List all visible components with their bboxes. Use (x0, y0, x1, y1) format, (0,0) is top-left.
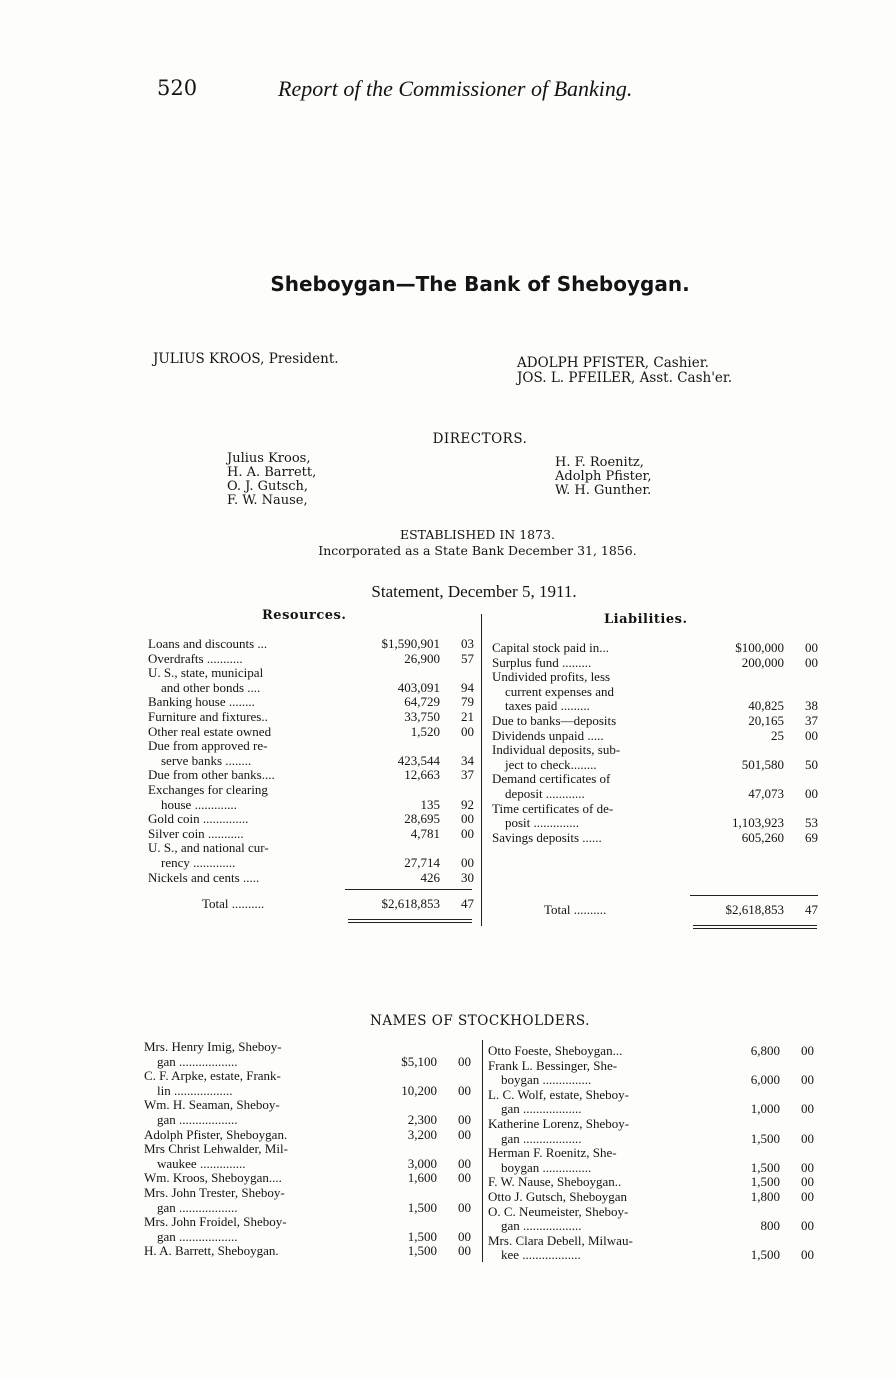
stockholders-right (488, 1044, 814, 1263)
table-row (148, 652, 474, 667)
row-cents: 38 (805, 698, 818, 714)
row-label: Demand certificates of (492, 771, 611, 787)
table-row (144, 1055, 471, 1070)
row-cents: 00 (458, 1155, 471, 1171)
row-amount: 605,260 (741, 829, 784, 845)
table-row (148, 783, 474, 798)
director-name: F. W. Nause, (227, 493, 308, 508)
row-amount: 1,800 (750, 1188, 780, 1204)
row-cents: 00 (801, 1159, 814, 1175)
row-amount: 12,663 (404, 767, 440, 783)
row-label: Wm. H. Seaman, Sheboy- (144, 1097, 280, 1113)
row-amount: 6,000 (750, 1072, 780, 1088)
row-cents: 92 (461, 796, 474, 812)
table-row (144, 1244, 471, 1259)
row-cents: 00 (458, 1082, 471, 1098)
row-amount: 1,600 (407, 1170, 437, 1186)
row-label: Frank L. Bessinger, She- (488, 1057, 618, 1073)
table-row (492, 670, 818, 685)
table-row (488, 1102, 814, 1117)
table-row (148, 725, 474, 740)
row-amount: 64,729 (404, 694, 440, 710)
row-label: Nickels and cents ..... (148, 869, 260, 885)
row-cents: 00 (801, 1101, 814, 1117)
total-label: Total .......... (544, 902, 607, 917)
table-row (492, 787, 818, 802)
row-amount: 4,781 (410, 825, 440, 841)
resources-double-rule (348, 919, 472, 920)
table-row (144, 1201, 471, 1216)
row-cents: 00 (458, 1243, 471, 1259)
row-label: Mrs. John Trester, Sheboy- (144, 1184, 285, 1200)
row-cents: 50 (805, 756, 818, 772)
table-row (492, 699, 818, 714)
assistant-cashier: JOS. L. PFEILER, Asst. Cash'er. (517, 370, 733, 386)
table-row (488, 1161, 814, 1176)
row-label: Gold coin .............. (148, 811, 249, 827)
row-label: U. S., and national cur- (148, 840, 269, 856)
row-amount: 6,800 (750, 1043, 780, 1058)
row-label: ject to check........ (492, 756, 597, 772)
row-label: Otto J. Gutsch, Sheboygan (488, 1188, 628, 1204)
row-label: U. S., state, municipal (148, 665, 264, 681)
row-cents: 00 (805, 654, 818, 670)
table-row (144, 1040, 471, 1055)
table-row (144, 1084, 471, 1099)
table-row (148, 827, 474, 842)
table-row (488, 1088, 814, 1103)
row-cents: 79 (461, 694, 474, 710)
row-cents: 00 (801, 1247, 814, 1263)
row-amount: 135 (420, 796, 440, 812)
liabilities-double-rule (693, 928, 817, 929)
row-label: house ............. (148, 796, 237, 812)
row-label: Surplus fund ......... (492, 654, 592, 670)
row-amount: 47,073 (748, 785, 784, 801)
row-cents: 57 (461, 650, 474, 666)
table-row (488, 1234, 814, 1249)
row-label: Silver coin ........... (148, 825, 244, 841)
row-label: Undivided profits, less (492, 669, 611, 685)
row-label: H. A. Barrett, Sheboygan. (144, 1243, 279, 1259)
row-amount: 3,000 (407, 1155, 437, 1171)
row-label: Furniture and fixtures.. (148, 708, 268, 724)
row-amount: 26,900 (404, 650, 440, 666)
directors-left (227, 452, 316, 508)
row-amount: 33,750 (404, 708, 440, 724)
row-label: Loans and discounts ... (148, 636, 268, 651)
table-row (488, 1219, 814, 1234)
row-label: Other real estate owned (148, 723, 272, 739)
table-row (148, 768, 474, 783)
row-amount: 1,500 (407, 1199, 437, 1215)
table-row (148, 871, 474, 886)
resources-heading: Resources. (262, 608, 347, 623)
table-row (148, 856, 474, 871)
table-row (488, 1248, 814, 1263)
row-cents: 53 (805, 815, 818, 831)
row-label: serve banks ........ (148, 752, 252, 768)
row-amount: 27,714 (404, 854, 440, 870)
row-cents: 30 (461, 869, 474, 885)
row-label: Adolph Pfister, Sheboygan. (144, 1126, 288, 1142)
liabilities-double-rule (693, 925, 817, 926)
table-row (144, 1113, 471, 1128)
page-number: 520 (157, 76, 198, 100)
row-amount: $5,100 (401, 1053, 437, 1069)
row-cents: 21 (461, 708, 474, 724)
row-label: Wm. Kroos, Sheboygan.... (144, 1170, 282, 1186)
liabilities-table (492, 641, 818, 845)
row-label: Savings deposits ...... (492, 829, 602, 845)
stockholders-heading: NAMES OF STOCKHOLDERS. (370, 1013, 590, 1029)
row-label: gan .................. (144, 1199, 238, 1215)
table-row (492, 831, 818, 846)
table-row (488, 1175, 814, 1190)
total-amount: $2,618,853 (381, 896, 440, 911)
statement-divider (481, 614, 482, 926)
row-label: Herman F. Roenitz, She- (488, 1145, 617, 1161)
table-row (148, 666, 474, 681)
row-label: Time certificates of de- (492, 800, 614, 816)
row-cents: 00 (805, 785, 818, 801)
row-label: deposit ............ (492, 785, 585, 801)
row-cents: 00 (458, 1199, 471, 1215)
table-row (144, 1098, 471, 1113)
table-row (148, 754, 474, 769)
table-row (148, 637, 474, 652)
table-row (488, 1117, 814, 1132)
row-cents: 00 (458, 1111, 471, 1127)
row-label: Overdrafts ........... (148, 650, 243, 666)
row-label: Mrs. Henry Imig, Sheboy- (144, 1039, 282, 1054)
row-amount: 423,544 (397, 752, 440, 768)
table-row (148, 739, 474, 754)
row-amount: 1,500 (407, 1228, 437, 1244)
row-amount: 1,500 (750, 1174, 780, 1190)
row-label: waukee .............. (144, 1155, 246, 1171)
president: JULIUS KROOS, President. (153, 351, 339, 367)
row-label: current expenses and (492, 683, 615, 699)
row-amount: 2,300 (407, 1111, 437, 1127)
table-row (144, 1142, 471, 1157)
row-label: Due to banks—deposits (492, 712, 617, 728)
row-cents: 00 (805, 640, 818, 655)
row-cents: 00 (458, 1053, 471, 1069)
table-row (492, 758, 818, 773)
row-amount: 20,165 (748, 712, 784, 728)
directors-heading: DIRECTORS. (432, 431, 528, 447)
director-name: H. F. Roenitz, (555, 455, 644, 470)
row-cents: 00 (461, 825, 474, 841)
row-label: gan .................. (488, 1218, 582, 1234)
table-row (148, 695, 474, 710)
row-cents: 34 (461, 752, 474, 768)
row-amount: 1,520 (410, 723, 440, 739)
bank-title: Sheboygan—The Bank of Sheboygan. (270, 272, 690, 296)
total-amount: $2,618,853 (725, 902, 784, 917)
total-cents: 47 (461, 896, 474, 911)
table-row (148, 710, 474, 725)
row-label: posit .............. (492, 815, 580, 831)
row-cents: 03 (461, 636, 474, 651)
row-label: L. C. Wolf, estate, Sheboy- (488, 1086, 629, 1102)
row-label: C. F. Arpke, estate, Frank- (144, 1068, 281, 1084)
row-cents: 94 (461, 679, 474, 695)
row-label: gan .................. (144, 1111, 238, 1127)
row-cents: 37 (461, 767, 474, 783)
director-name: W. H. Gunther. (555, 483, 652, 498)
row-label: boygan ............... (488, 1159, 592, 1175)
incorporated-line: Incorporated as a State Bank December 31, 1856. (318, 543, 637, 558)
table-row (148, 812, 474, 827)
row-label: Mrs. Clara Debell, Milwau- (488, 1232, 633, 1248)
row-label: Katherine Lorenz, Sheboy- (488, 1115, 630, 1131)
table-row (144, 1128, 471, 1143)
row-cents: 00 (458, 1170, 471, 1186)
total-cents: 47 (805, 902, 818, 917)
row-amount: 1,500 (750, 1130, 780, 1146)
table-row (148, 798, 474, 813)
resources-table (148, 637, 474, 885)
row-amount: $100,000 (735, 640, 784, 655)
row-amount: 25 (771, 727, 784, 743)
row-amount: 800 (760, 1218, 780, 1234)
row-label: gan .................. (144, 1228, 238, 1244)
resources-total-rule (345, 889, 472, 890)
row-label: lin .................. (144, 1082, 233, 1098)
table-row (492, 714, 818, 729)
row-amount: 403,091 (397, 679, 440, 695)
table-row (144, 1215, 471, 1230)
row-cents: 00 (461, 723, 474, 739)
liabilities-total-rule (690, 895, 818, 896)
director-name: O. J. Gutsch, (227, 479, 309, 494)
running-title: Report of the Commissioner of Banking. (278, 76, 633, 101)
established-line: ESTABLISHED IN 1873. (399, 527, 555, 542)
row-label: kee .................. (488, 1247, 581, 1263)
row-label: Due from other banks.... (148, 767, 275, 783)
row-cents: 00 (801, 1174, 814, 1190)
director-name: Julius Kroos, (227, 451, 311, 466)
row-amount: 426 (420, 869, 440, 885)
table-row (492, 685, 818, 700)
row-label: boygan ............... (488, 1072, 592, 1088)
table-row (144, 1230, 471, 1245)
table-row (492, 772, 818, 787)
resources-total-row (148, 897, 474, 912)
row-amount: 1,000 (750, 1101, 780, 1117)
row-cents: 00 (801, 1043, 814, 1058)
row-cents: 00 (801, 1072, 814, 1088)
director-name: H. A. Barrett, (227, 465, 317, 480)
row-cents: 00 (461, 854, 474, 870)
row-amount: 501,580 (741, 756, 784, 772)
stockholders-left (144, 1040, 471, 1259)
row-label: Due from approved re- (148, 738, 268, 754)
table-row (488, 1132, 814, 1147)
row-label: Exchanges for clearing (148, 781, 268, 797)
table-row (492, 802, 818, 817)
stockholders-divider (482, 1040, 483, 1262)
row-label: Otto Foeste, Sheboygan... (488, 1043, 623, 1058)
row-label: F. W. Nause, Sheboygan.. (488, 1174, 622, 1190)
row-label: and other bonds .... (148, 679, 261, 695)
table-row (492, 729, 818, 744)
table-row (488, 1044, 814, 1059)
table-row (492, 656, 818, 671)
row-amount: 10,200 (401, 1082, 437, 1098)
table-row (488, 1059, 814, 1074)
row-amount: $1,590,901 (381, 636, 440, 651)
row-amount: 3,200 (407, 1126, 437, 1142)
row-label: rency ............. (148, 854, 236, 870)
row-label: Mrs. John Froidel, Sheboy- (144, 1214, 287, 1230)
row-cents: 00 (458, 1126, 471, 1142)
row-label: gan .................. (488, 1130, 582, 1146)
table-row (144, 1157, 471, 1172)
row-cents: 37 (805, 712, 818, 728)
directors-right (555, 456, 651, 498)
row-cents: 00 (805, 727, 818, 743)
row-label: Banking house ........ (148, 694, 255, 710)
resources-double-rule (348, 922, 472, 923)
liabilities-total-row (492, 903, 818, 918)
row-amount: 1,500 (750, 1247, 780, 1263)
row-label: gan .................. (488, 1101, 582, 1117)
row-label: Mrs Christ Lehwalder, Mil- (144, 1141, 288, 1157)
table-row (148, 841, 474, 856)
row-amount: 200,000 (741, 654, 784, 670)
row-amount: 40,825 (748, 698, 784, 714)
row-cents: 00 (461, 811, 474, 827)
row-label: gan .................. (144, 1053, 238, 1069)
row-label: Individual deposits, sub- (492, 742, 621, 758)
liabilities-heading: Liabilities. (604, 612, 688, 627)
table-row (144, 1186, 471, 1201)
cashier: ADOLPH PFISTER, Cashier. (517, 355, 709, 371)
row-cents: 00 (458, 1228, 471, 1244)
row-amount: 1,500 (407, 1243, 437, 1259)
table-row (144, 1171, 471, 1186)
row-amount: 1,103,923 (732, 815, 784, 831)
table-row (488, 1073, 814, 1088)
row-cents: 00 (801, 1188, 814, 1204)
total-label: Total .......... (202, 896, 265, 911)
row-label: O. C. Neumeister, Sheboy- (488, 1203, 629, 1219)
table-row (492, 641, 818, 656)
table-row (488, 1205, 814, 1220)
row-amount: 1,500 (750, 1159, 780, 1175)
table-row (148, 681, 474, 696)
table-row (144, 1069, 471, 1084)
statement-title: Statement, December 5, 1911. (371, 582, 577, 601)
row-cents: 00 (801, 1218, 814, 1234)
row-label: Dividends unpaid ..... (492, 727, 604, 743)
row-label: taxes paid ......... (492, 698, 590, 714)
row-label: Capital stock paid in... (492, 640, 609, 655)
table-row (492, 743, 818, 758)
director-name: Adolph Pfister, (555, 469, 652, 484)
table-row (488, 1146, 814, 1161)
row-amount: 28,695 (404, 811, 440, 827)
row-cents: 69 (805, 829, 818, 845)
row-cents: 00 (801, 1130, 814, 1146)
table-row (488, 1190, 814, 1205)
table-row (492, 816, 818, 831)
